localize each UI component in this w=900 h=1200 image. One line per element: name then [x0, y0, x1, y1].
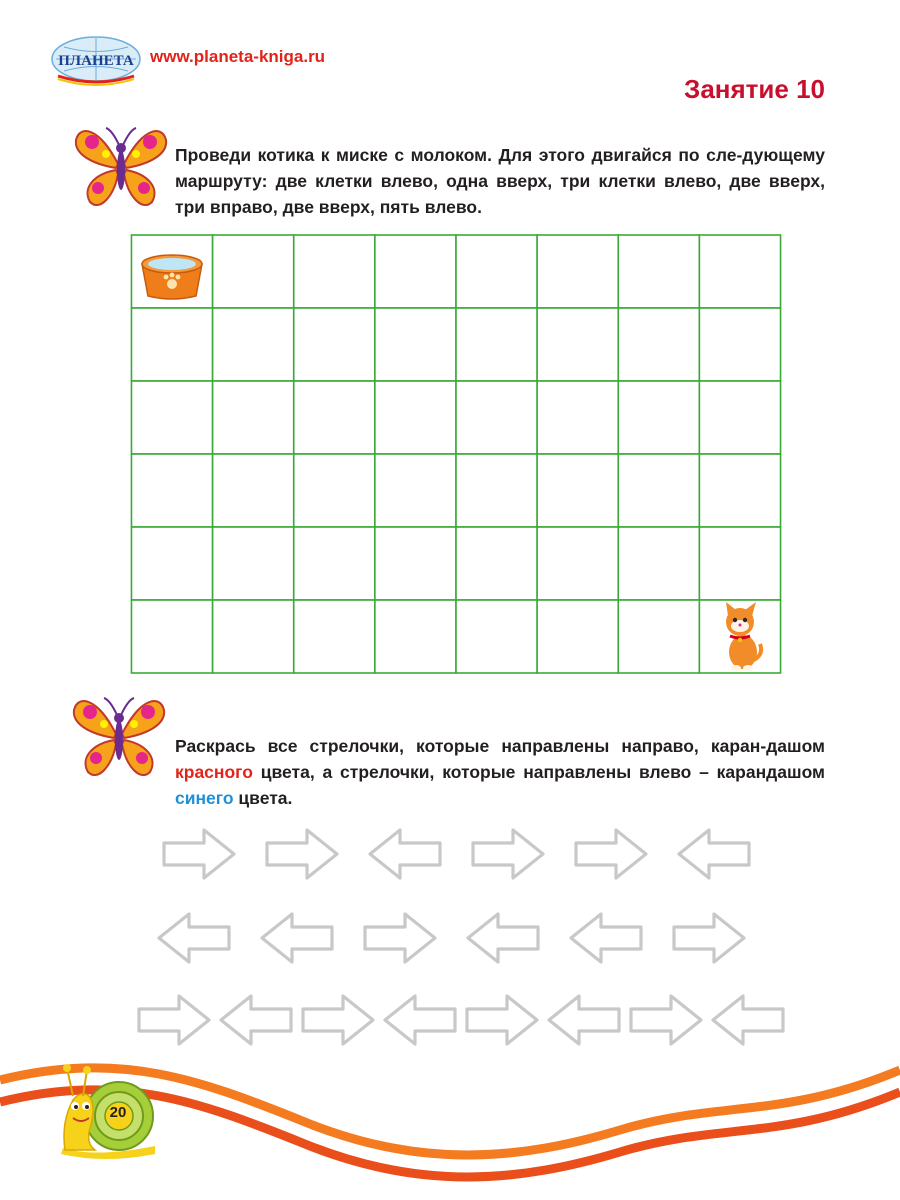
butterfly-icon — [68, 688, 168, 784]
grid-cell[interactable] — [294, 381, 375, 454]
grid-cell[interactable] — [618, 308, 699, 381]
grid-cell[interactable] — [131, 527, 212, 600]
arrow-right-icon[interactable] — [463, 992, 541, 1048]
arrow-right-icon[interactable] — [160, 826, 238, 882]
arrow-right-icon[interactable] — [299, 992, 377, 1048]
task1-instruction: Проведи котика к миске с молоком. Для этого двигайся по сле-дующему маршруту: две клетки влево, одна вверх, три клетки влево, две вверх, три вправо, две вверх, пять влево. — [175, 145, 825, 217]
planeta-logo — [48, 32, 144, 86]
arrow-left-icon[interactable] — [567, 910, 645, 966]
grid-cell[interactable] — [294, 527, 375, 600]
grid-cell[interactable] — [294, 235, 375, 308]
grid-cell[interactable] — [537, 308, 618, 381]
kitten-icon — [718, 600, 764, 672]
arrow-right-icon[interactable] — [670, 910, 748, 966]
arrow-left-icon[interactable] — [464, 910, 542, 966]
grid-cell[interactable] — [699, 308, 780, 381]
arrow-right-icon[interactable] — [469, 826, 547, 882]
grid-cell[interactable] — [131, 454, 212, 527]
grid-cell[interactable] — [699, 454, 780, 527]
page-number: 20 — [109, 1104, 127, 1121]
grid-cell[interactable] — [213, 381, 294, 454]
grid-cell[interactable] — [294, 308, 375, 381]
butterfly-icon — [70, 118, 170, 214]
arrow-left-icon[interactable] — [545, 992, 623, 1048]
grid-cell[interactable] — [618, 454, 699, 527]
grid-cell[interactable] — [213, 527, 294, 600]
task2-text-part2: цвета, а стрелочки, которые направлены влево – карандашом — [252, 762, 825, 782]
milk-bowl-icon — [136, 244, 208, 302]
task2-text-part1: Раскрась все стрелочки, которые направлены направо, каран-дашом — [175, 736, 825, 756]
grid-cell[interactable] — [375, 381, 456, 454]
grid-cell[interactable] — [131, 600, 212, 673]
task2-instruction — [175, 733, 825, 811]
grid-cell[interactable] — [131, 308, 212, 381]
arrow-left-icon[interactable] — [217, 992, 295, 1048]
grid-cell[interactable] — [537, 454, 618, 527]
arrow-left-icon[interactable] — [366, 826, 444, 882]
grid-cell[interactable] — [375, 600, 456, 673]
grid-cell[interactable] — [618, 381, 699, 454]
task2-text-part3: цвета. — [233, 788, 293, 808]
arrow-right-icon[interactable] — [135, 992, 213, 1048]
grid-cell[interactable] — [213, 235, 294, 308]
grid-cell[interactable] — [618, 600, 699, 673]
grid-cell[interactable] — [699, 527, 780, 600]
grid-cell[interactable] — [537, 381, 618, 454]
arrow-left-icon[interactable] — [675, 826, 753, 882]
arrow-right-icon[interactable] — [627, 992, 705, 1048]
arrow-left-icon[interactable] — [381, 992, 459, 1048]
grid-cell[interactable] — [375, 454, 456, 527]
arrow-left-icon[interactable] — [709, 992, 787, 1048]
arrow-right-icon[interactable] — [263, 826, 341, 882]
grid-cell[interactable] — [699, 235, 780, 308]
blue-word: синего — [175, 788, 234, 808]
maze-grid[interactable] — [130, 234, 782, 674]
logo-text: ПЛАНЕТА — [58, 53, 134, 69]
site-url[interactable]: www.planeta-kniga.ru — [150, 47, 326, 66]
grid-cell[interactable] — [294, 600, 375, 673]
grid-cell[interactable] — [213, 454, 294, 527]
arrow-left-icon[interactable] — [155, 910, 233, 966]
grid-cell[interactable] — [375, 527, 456, 600]
lesson-title: Занятие 10 — [684, 74, 825, 104]
grid-cell[interactable] — [213, 600, 294, 673]
grid-cell[interactable] — [456, 454, 537, 527]
arrow-left-icon[interactable] — [258, 910, 336, 966]
grid-cell[interactable] — [375, 308, 456, 381]
red-word: красного — [175, 762, 253, 782]
arrow-right-icon[interactable] — [361, 910, 439, 966]
grid-cell[interactable] — [456, 308, 537, 381]
grid-cell[interactable] — [537, 235, 618, 308]
grid-cell[interactable] — [456, 527, 537, 600]
grid-cell[interactable] — [213, 308, 294, 381]
grid-cell[interactable] — [618, 235, 699, 308]
arrow-right-icon[interactable] — [572, 826, 650, 882]
grid-cell[interactable] — [618, 527, 699, 600]
grid-cell[interactable] — [537, 527, 618, 600]
grid-cell[interactable] — [456, 381, 537, 454]
grid-cell[interactable] — [699, 381, 780, 454]
grid-cell[interactable] — [456, 600, 537, 673]
grid-cell[interactable] — [456, 235, 537, 308]
grid-cell[interactable] — [131, 381, 212, 454]
grid-cell[interactable] — [537, 600, 618, 673]
grid-cell[interactable] — [294, 454, 375, 527]
grid-cell[interactable] — [375, 235, 456, 308]
